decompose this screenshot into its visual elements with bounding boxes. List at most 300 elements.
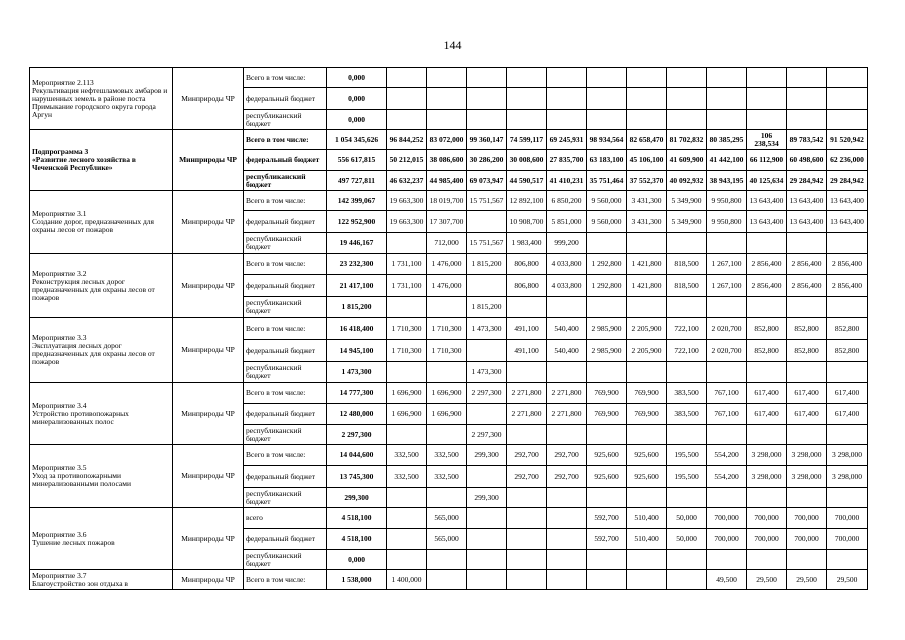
- year-amount: [787, 297, 827, 318]
- year-amount: 852,800: [827, 340, 868, 362]
- total-amount: 16 418,400: [327, 318, 387, 340]
- year-amount: 3 298,000: [827, 466, 868, 488]
- measure-name: Мероприятие 3.6 Тушение лесных пожаров: [30, 508, 173, 570]
- year-amount: [387, 88, 427, 110]
- year-amount: 40 092,932: [667, 171, 707, 191]
- year-amount: [427, 425, 467, 445]
- year-amount: [467, 529, 507, 550]
- year-amount: 6 850,200: [547, 191, 587, 211]
- year-amount: [747, 88, 787, 110]
- year-amount: 617,400: [787, 383, 827, 404]
- year-amount: 13 643,400: [787, 191, 827, 211]
- year-amount: 852,800: [747, 318, 787, 340]
- total-amount: 14 945,100: [327, 340, 387, 362]
- year-amount: [627, 68, 667, 88]
- year-amount: [587, 88, 627, 110]
- year-amount: 767,100: [707, 383, 747, 404]
- year-amount: [547, 297, 587, 318]
- funding-source: республиканский бюджет: [244, 171, 327, 191]
- year-amount: 195,500: [667, 445, 707, 466]
- year-amount: 44 590,517: [507, 171, 547, 191]
- year-amount: 80 385,295: [707, 130, 747, 150]
- year-amount: [427, 68, 467, 88]
- year-amount: [747, 110, 787, 130]
- responsible-executor: Минприроды ЧР: [173, 254, 244, 318]
- year-amount: 91 520,942: [827, 130, 868, 150]
- funding-source: республиканский бюджет: [244, 488, 327, 508]
- year-amount: 299,300: [467, 488, 507, 508]
- year-amount: 2 856,400: [787, 254, 827, 275]
- year-amount: 617,400: [827, 404, 868, 425]
- year-amount: 19 663,300: [387, 191, 427, 211]
- year-amount: 50 212,015: [387, 150, 427, 171]
- year-amount: [667, 362, 707, 383]
- year-amount: [827, 488, 868, 508]
- year-amount: 3 431,300: [627, 211, 667, 233]
- funding-source: республиканский бюджет: [244, 297, 327, 318]
- year-amount: [627, 297, 667, 318]
- year-amount: 1 696,900: [387, 383, 427, 404]
- year-amount: 82 658,470: [627, 130, 667, 150]
- year-amount: [827, 233, 868, 254]
- year-amount: 852,800: [787, 340, 827, 362]
- year-amount: 1 983,400: [507, 233, 547, 254]
- year-amount: 1 731,100: [387, 275, 427, 297]
- total-amount: 14 777,300: [327, 383, 387, 404]
- year-amount: 1 421,800: [627, 254, 667, 275]
- year-amount: [827, 362, 868, 383]
- total-amount: 556 617,815: [327, 150, 387, 171]
- year-amount: [787, 362, 827, 383]
- year-amount: 10 908,700: [507, 211, 547, 233]
- year-amount: [387, 425, 427, 445]
- year-amount: [587, 68, 627, 88]
- funding-source: федеральный бюджет: [244, 275, 327, 297]
- year-amount: [467, 570, 507, 590]
- year-amount: 1 421,800: [627, 275, 667, 297]
- funding-source: федеральный бюджет: [244, 211, 327, 233]
- year-amount: 617,400: [827, 383, 868, 404]
- year-amount: [787, 68, 827, 88]
- year-amount: 2 020,700: [707, 318, 747, 340]
- year-amount: 1 476,000: [427, 275, 467, 297]
- year-amount: 540,400: [547, 318, 587, 340]
- year-amount: 510,400: [627, 508, 667, 529]
- year-amount: 332,500: [387, 466, 427, 488]
- year-amount: 3 431,300: [627, 191, 667, 211]
- year-amount: 2 297,300: [467, 383, 507, 404]
- year-amount: [707, 88, 747, 110]
- year-amount: [667, 88, 707, 110]
- year-amount: [507, 362, 547, 383]
- funding-source: республиканский бюджет: [244, 550, 327, 570]
- year-amount: [827, 425, 868, 445]
- year-amount: 1 292,800: [587, 254, 627, 275]
- year-amount: [427, 570, 467, 590]
- year-amount: 44 985,400: [427, 171, 467, 191]
- year-amount: 29,500: [747, 570, 787, 590]
- year-amount: 2 271,800: [547, 404, 587, 425]
- year-amount: [467, 404, 507, 425]
- year-amount: 2 271,800: [507, 404, 547, 425]
- year-amount: [547, 550, 587, 570]
- year-amount: 554,200: [707, 445, 747, 466]
- year-amount: 15 751,567: [467, 191, 507, 211]
- year-amount: 852,800: [747, 340, 787, 362]
- table-row: [30, 130, 868, 150]
- year-amount: [387, 68, 427, 88]
- year-amount: [467, 550, 507, 570]
- year-amount: 1 473,300: [467, 318, 507, 340]
- total-amount: 299,300: [327, 488, 387, 508]
- funding-source: федеральный бюджет: [244, 340, 327, 362]
- year-amount: [587, 297, 627, 318]
- total-amount: 4 518,100: [327, 508, 387, 529]
- year-amount: 45 106,100: [627, 150, 667, 171]
- year-amount: 30 286,200: [467, 150, 507, 171]
- table-row: [30, 508, 868, 529]
- year-amount: 769,900: [627, 404, 667, 425]
- year-amount: [707, 233, 747, 254]
- year-amount: [747, 550, 787, 570]
- year-amount: 41 442,100: [707, 150, 747, 171]
- year-amount: 2 271,800: [507, 383, 547, 404]
- total-amount: 1 538,000: [327, 570, 387, 590]
- year-amount: [587, 488, 627, 508]
- total-amount: 122 952,900: [327, 211, 387, 233]
- year-amount: 3 298,000: [827, 445, 868, 466]
- year-amount: [627, 88, 667, 110]
- table-row: [30, 318, 868, 340]
- responsible-executor: Минприроды ЧР: [173, 570, 244, 590]
- table-row: [30, 254, 868, 275]
- year-amount: 617,400: [787, 404, 827, 425]
- year-amount: [507, 529, 547, 550]
- year-amount: [667, 68, 707, 88]
- measure-name: Мероприятие 3.1 Создание дорог, предназначенных для охраны лесов от пожаров: [30, 191, 173, 254]
- year-amount: 1 267,100: [707, 275, 747, 297]
- year-amount: 29 284,942: [787, 171, 827, 191]
- year-amount: [667, 297, 707, 318]
- year-amount: [467, 466, 507, 488]
- year-amount: [667, 110, 707, 130]
- total-amount: 12 480,000: [327, 404, 387, 425]
- total-amount: 0,000: [327, 88, 387, 110]
- year-amount: [387, 508, 427, 529]
- year-amount: 700,000: [787, 508, 827, 529]
- year-amount: [427, 88, 467, 110]
- year-amount: 592,700: [587, 529, 627, 550]
- year-amount: [467, 340, 507, 362]
- total-amount: 23 232,300: [327, 254, 387, 275]
- year-amount: 565,000: [427, 508, 467, 529]
- year-amount: 700,000: [707, 529, 747, 550]
- year-amount: 1 710,300: [387, 340, 427, 362]
- year-amount: [467, 211, 507, 233]
- total-amount: 2 297,300: [327, 425, 387, 445]
- year-amount: 89 783,542: [787, 130, 827, 150]
- year-amount: 1 710,300: [387, 318, 427, 340]
- funding-source: федеральный бюджет: [244, 404, 327, 425]
- year-amount: 592,700: [587, 508, 627, 529]
- year-amount: 18 019,700: [427, 191, 467, 211]
- year-amount: 332,500: [427, 445, 467, 466]
- year-amount: [547, 425, 587, 445]
- total-amount: 1 815,200: [327, 297, 387, 318]
- year-amount: 491,100: [507, 318, 547, 340]
- year-amount: 40 125,634: [747, 171, 787, 191]
- year-amount: [787, 233, 827, 254]
- year-amount: 27 835,700: [547, 150, 587, 171]
- year-amount: 700,000: [707, 508, 747, 529]
- year-amount: [507, 570, 547, 590]
- year-amount: 1 815,200: [467, 254, 507, 275]
- year-amount: 49,500: [707, 570, 747, 590]
- year-amount: 722,100: [667, 318, 707, 340]
- funding-source: Всего в том числе:: [244, 68, 327, 88]
- year-amount: 9 560,000: [587, 191, 627, 211]
- funding-source: республиканский бюджет: [244, 233, 327, 254]
- year-amount: [387, 110, 427, 130]
- year-amount: [587, 570, 627, 590]
- funding-source: федеральный бюджет: [244, 466, 327, 488]
- year-amount: [827, 110, 868, 130]
- year-amount: 38 943,195: [707, 171, 747, 191]
- year-amount: 13 643,400: [827, 211, 868, 233]
- year-amount: 9 560,000: [587, 211, 627, 233]
- year-amount: [427, 297, 467, 318]
- year-amount: 617,400: [747, 383, 787, 404]
- year-amount: 35 751,464: [587, 171, 627, 191]
- year-amount: [627, 233, 667, 254]
- year-amount: 3 298,000: [747, 466, 787, 488]
- responsible-executor: Минприроды ЧР: [173, 445, 244, 508]
- year-amount: [507, 550, 547, 570]
- year-amount: 2 856,400: [827, 275, 868, 297]
- year-amount: 5 349,900: [667, 191, 707, 211]
- measure-name: Подпрограмма 3 «Развитие лесного хозяйства в Чеченской Республике»: [30, 130, 173, 191]
- year-amount: [507, 110, 547, 130]
- year-amount: [747, 297, 787, 318]
- responsible-executor: Минприроды ЧР: [173, 383, 244, 445]
- year-amount: [627, 425, 667, 445]
- year-amount: 13 643,400: [827, 191, 868, 211]
- year-amount: 2 205,900: [627, 340, 667, 362]
- year-amount: 2 985,900: [587, 340, 627, 362]
- year-amount: 999,200: [547, 233, 587, 254]
- year-amount: 5 851,000: [547, 211, 587, 233]
- year-amount: [587, 550, 627, 570]
- year-amount: 2 020,700: [707, 340, 747, 362]
- year-amount: 852,800: [787, 318, 827, 340]
- measure-name: Мероприятие 3.5 Уход за противопожарными минерализованными полосами: [30, 445, 173, 508]
- table-row: [30, 570, 868, 590]
- year-amount: 4 033,800: [547, 275, 587, 297]
- year-amount: 2 297,300: [467, 425, 507, 445]
- year-amount: 12 892,100: [507, 191, 547, 211]
- year-amount: 60 498,600: [787, 150, 827, 171]
- table-row: [30, 445, 868, 466]
- responsible-executor: Минприроды ЧР: [173, 68, 244, 130]
- year-amount: 510,400: [627, 529, 667, 550]
- year-amount: 925,600: [587, 466, 627, 488]
- year-amount: 2 856,400: [787, 275, 827, 297]
- year-amount: [667, 550, 707, 570]
- total-amount: 19 446,167: [327, 233, 387, 254]
- total-amount: 13 745,300: [327, 466, 387, 488]
- year-amount: 66 112,900: [747, 150, 787, 171]
- year-amount: 1 696,900: [387, 404, 427, 425]
- year-amount: 1 400,000: [387, 570, 427, 590]
- year-amount: 5 349,900: [667, 211, 707, 233]
- total-amount: 21 417,100: [327, 275, 387, 297]
- year-amount: [707, 488, 747, 508]
- year-amount: [467, 508, 507, 529]
- year-amount: 712,000: [427, 233, 467, 254]
- funding-source: федеральный бюджет: [244, 529, 327, 550]
- year-amount: 1 476,000: [427, 254, 467, 275]
- year-amount: 491,100: [507, 340, 547, 362]
- year-amount: [627, 110, 667, 130]
- year-amount: [627, 488, 667, 508]
- total-amount: 1 473,300: [327, 362, 387, 383]
- year-amount: [787, 88, 827, 110]
- year-amount: 700,000: [747, 508, 787, 529]
- year-amount: 4 033,800: [547, 254, 587, 275]
- year-amount: [747, 233, 787, 254]
- year-amount: [547, 570, 587, 590]
- year-amount: [627, 362, 667, 383]
- year-amount: 99 360,147: [467, 130, 507, 150]
- year-amount: 38 086,600: [427, 150, 467, 171]
- year-amount: [827, 88, 868, 110]
- funding-source: Всего в том числе:: [244, 130, 327, 150]
- year-amount: [507, 508, 547, 529]
- funding-source: федеральный бюджет: [244, 88, 327, 110]
- year-amount: 852,800: [827, 318, 868, 340]
- year-amount: [787, 425, 827, 445]
- year-amount: 1 696,900: [427, 383, 467, 404]
- year-amount: [747, 68, 787, 88]
- funding-source: всего: [244, 508, 327, 529]
- year-amount: 50,000: [667, 529, 707, 550]
- year-amount: 1 710,300: [427, 318, 467, 340]
- year-amount: [787, 550, 827, 570]
- year-amount: 769,900: [587, 404, 627, 425]
- year-amount: 722,100: [667, 340, 707, 362]
- year-amount: 925,600: [627, 466, 667, 488]
- year-amount: 98 934,564: [587, 130, 627, 150]
- year-amount: 1 292,800: [587, 275, 627, 297]
- year-amount: [627, 550, 667, 570]
- year-amount: [427, 488, 467, 508]
- year-amount: 1 473,300: [467, 362, 507, 383]
- funding-source: республиканский бюджет: [244, 425, 327, 445]
- year-amount: 332,500: [427, 466, 467, 488]
- year-amount: 2 856,400: [827, 254, 868, 275]
- year-amount: 818,500: [667, 254, 707, 275]
- year-amount: [387, 529, 427, 550]
- total-amount: 14 044,600: [327, 445, 387, 466]
- year-amount: [787, 488, 827, 508]
- year-amount: 41 410,231: [547, 171, 587, 191]
- funding-source: Всего в том числе:: [244, 318, 327, 340]
- year-amount: 1 267,100: [707, 254, 747, 275]
- year-amount: [827, 550, 868, 570]
- total-amount: 497 727,811: [327, 171, 387, 191]
- year-amount: 19 663,300: [387, 211, 427, 233]
- year-amount: 81 702,832: [667, 130, 707, 150]
- year-amount: 195,500: [667, 466, 707, 488]
- year-amount: 700,000: [747, 529, 787, 550]
- funding-source: Всего в том числе:: [244, 254, 327, 275]
- year-amount: [827, 297, 868, 318]
- year-amount: [387, 550, 427, 570]
- year-amount: [747, 425, 787, 445]
- year-amount: [467, 88, 507, 110]
- year-amount: 29,500: [827, 570, 868, 590]
- year-amount: 37 552,370: [627, 171, 667, 191]
- table-row: [30, 191, 868, 211]
- measure-name: Мероприятие 3.4 Устройство противопожарных минерализованных полос: [30, 383, 173, 445]
- funding-source: Всего в том числе:: [244, 383, 327, 404]
- year-amount: 63 183,100: [587, 150, 627, 171]
- funding-source: федеральный бюджет: [244, 150, 327, 171]
- year-amount: 9 950,800: [707, 211, 747, 233]
- year-amount: 565,000: [427, 529, 467, 550]
- year-amount: [547, 529, 587, 550]
- year-amount: [787, 110, 827, 130]
- total-amount: 4 518,100: [327, 529, 387, 550]
- year-amount: 2 856,400: [747, 254, 787, 275]
- total-amount: 0,000: [327, 68, 387, 88]
- year-amount: 925,600: [587, 445, 627, 466]
- year-amount: [707, 550, 747, 570]
- year-amount: [467, 68, 507, 88]
- year-amount: [507, 297, 547, 318]
- year-amount: 69 073,947: [467, 171, 507, 191]
- funding-source: Всего в том числе:: [244, 191, 327, 211]
- year-amount: 769,900: [587, 383, 627, 404]
- year-amount: 299,300: [467, 445, 507, 466]
- measure-name: Мероприятие 3.7 Благоустройство зон отдыха в: [30, 570, 173, 590]
- year-amount: 13 643,400: [747, 211, 787, 233]
- responsible-executor: Минприроды ЧР: [173, 318, 244, 383]
- funding-source: Всего в том числе:: [244, 570, 327, 590]
- year-amount: [747, 362, 787, 383]
- year-amount: 806,800: [507, 254, 547, 275]
- measure-name: Мероприятие 3.3 Эксплуатация лесных дорог предназначенных для охраны лесов от пожаров: [30, 318, 173, 383]
- year-amount: 1 710,300: [427, 340, 467, 362]
- funding-source: республиканский бюджет: [244, 110, 327, 130]
- year-amount: 292,700: [507, 445, 547, 466]
- year-amount: 2 985,900: [587, 318, 627, 340]
- year-amount: [707, 297, 747, 318]
- year-amount: 2 271,800: [547, 383, 587, 404]
- year-amount: [387, 297, 427, 318]
- year-amount: [427, 550, 467, 570]
- budget-table: [29, 67, 868, 590]
- year-amount: 83 072,000: [427, 130, 467, 150]
- year-amount: [587, 233, 627, 254]
- year-amount: 554,200: [707, 466, 747, 488]
- year-amount: [667, 425, 707, 445]
- year-amount: [587, 110, 627, 130]
- year-amount: 46 632,237: [387, 171, 427, 191]
- year-amount: 1 731,100: [387, 254, 427, 275]
- year-amount: 96 844,252: [387, 130, 427, 150]
- year-amount: 700,000: [787, 529, 827, 550]
